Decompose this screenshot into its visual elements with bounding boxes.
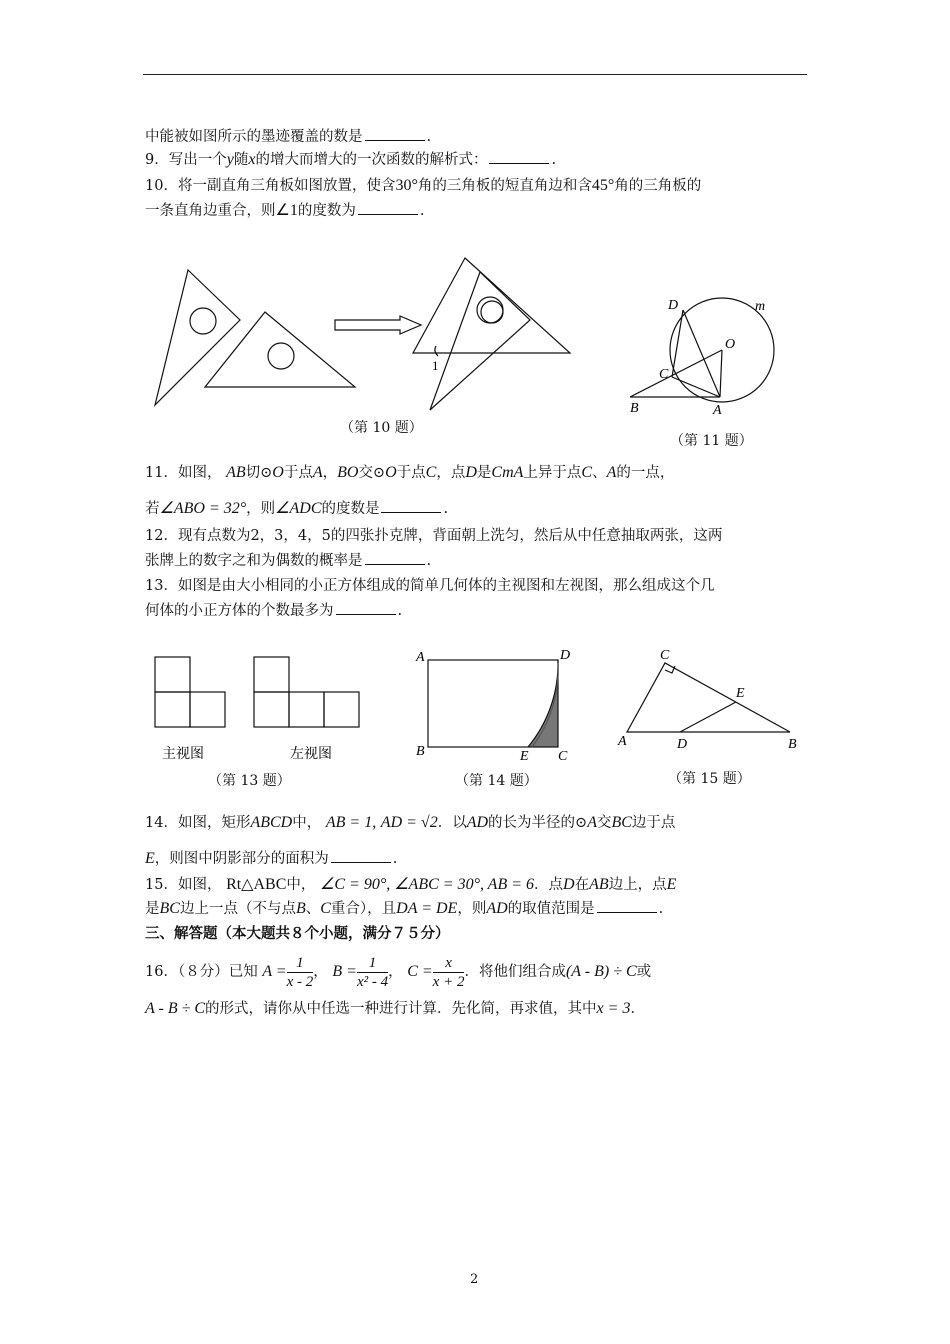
- var-A: A: [312, 464, 323, 481]
- fig11-caption: （第 11 题）: [670, 433, 753, 449]
- label-m: m: [755, 299, 766, 314]
- label-A: A: [713, 403, 722, 418]
- q12-text: 张牌上的数字之和为偶数的概率是: [145, 553, 363, 569]
- label-E: E: [736, 686, 745, 701]
- var-AB: AB: [589, 876, 609, 893]
- label-D: D: [677, 737, 688, 752]
- q15-line-2: 是BC边上一点（不与点B、C重合），且DA = DE，则AD的取值范围是 .: [145, 900, 664, 917]
- q14-text: 14．如图，矩形: [145, 815, 251, 831]
- answer-blank: [597, 900, 657, 913]
- answer-blank: [331, 850, 391, 863]
- expr-2: A - B ÷ C: [145, 1000, 206, 1017]
- q10-text: 一条直角边重合，则: [145, 203, 276, 219]
- fig14-caption: （第 14 题）: [455, 773, 538, 789]
- q9-text: 的增大而增大的一次函数的解析式：: [255, 152, 488, 168]
- triangle-ABC: Rt△ABC: [226, 876, 287, 893]
- fraction-A: [287, 954, 314, 991]
- arc-CmA: CmA: [491, 464, 524, 481]
- triangle-45-right: [413, 258, 570, 353]
- var-D: D: [563, 876, 575, 893]
- label-B: B: [416, 744, 425, 759]
- q15-text: ．点: [534, 877, 564, 893]
- fraction-B: [357, 954, 388, 991]
- q15-text: 中，: [286, 877, 316, 893]
- answer-blank: [381, 500, 441, 513]
- var-E: E: [145, 850, 155, 867]
- hole-circle: [268, 343, 294, 369]
- q10-text: 10．将一副直角三角板如图放置，使含: [145, 178, 396, 194]
- var-C: C: [320, 900, 331, 917]
- front-view-label: 主视图: [162, 747, 204, 762]
- label-A: A: [416, 650, 425, 665]
- q11-text: 切⊙: [245, 465, 273, 481]
- q11-text: 于点: [396, 465, 426, 481]
- triangle-30-left: [155, 270, 240, 405]
- q9-text: 9．写出一个: [145, 152, 227, 168]
- q16-text: 16．（８分）已知: [145, 964, 258, 980]
- var-O: O: [272, 464, 284, 481]
- denominator: x + 2: [432, 973, 465, 990]
- fig15-caption: （第 15 题）: [668, 771, 751, 787]
- var-A-eq: A =: [262, 963, 287, 980]
- label-B: B: [630, 401, 639, 416]
- eq-AB: AB = 1,: [325, 814, 377, 831]
- var-AD: AD: [486, 900, 508, 917]
- q10-text: 角的三角板的: [614, 178, 702, 194]
- q11-text: 若: [145, 501, 160, 517]
- answer-blank: [489, 151, 549, 164]
- left-view-label: 左视图: [290, 747, 332, 762]
- expr-1: (A - B) ÷ C: [565, 963, 637, 980]
- deg-30: 30°: [395, 177, 418, 194]
- triangle-30-right: [430, 272, 530, 410]
- hole-circle: [190, 308, 216, 334]
- var-A: A: [606, 464, 617, 481]
- q14-text: 交: [596, 815, 612, 831]
- q15-text: 、: [305, 901, 321, 917]
- q11-text: 的一点，: [616, 465, 675, 481]
- q15-text: 边上一点（不与点: [179, 901, 296, 917]
- q11-text: 上异于点: [523, 465, 582, 481]
- q14-text: ，则图中阴影部分的面积为: [154, 851, 329, 867]
- fig13-caption: （第 13 题）: [208, 773, 291, 789]
- label-E: E: [520, 749, 529, 764]
- numerator: 1: [287, 954, 314, 973]
- q11-text: 的度数是: [321, 501, 380, 517]
- var-AD: AD: [466, 814, 489, 831]
- label-B: B: [788, 737, 797, 752]
- arrow-shape: [335, 316, 421, 334]
- q11-text: ，则: [246, 501, 276, 517]
- header-rule: [143, 74, 807, 75]
- fraction-C: [433, 954, 465, 991]
- var-E: E: [666, 876, 677, 893]
- label-D: D: [560, 648, 571, 663]
- var-ABCD: ABCD: [250, 814, 293, 831]
- q15-text: 边上，点: [608, 877, 667, 893]
- var-O: O: [385, 464, 397, 481]
- var-y: y: [226, 151, 234, 168]
- var-BO: BO: [337, 464, 359, 481]
- answer-blank: [365, 128, 425, 141]
- q15-text: 的取值范围是: [507, 901, 595, 917]
- q12-line-2: 张牌上的数字之和为偶数的概率是 .: [145, 553, 432, 569]
- figure-13: [150, 650, 370, 770]
- numerator: x: [433, 954, 465, 973]
- q15-text: 15．如图，: [145, 877, 222, 893]
- triangle-45-left: [205, 312, 355, 387]
- angle-ABO: ∠ABO = 32°: [159, 500, 247, 517]
- q8-text: 中能被如图所示的墨迹覆盖的数是: [145, 129, 363, 145]
- angle-1: ∠1: [275, 202, 298, 219]
- denominator: x² - 4: [356, 973, 389, 990]
- label-D: D: [668, 298, 679, 313]
- front-view: [155, 657, 190, 692]
- section-heading: 三、解答题（本大题共８个小题，满分７５分）: [145, 925, 450, 942]
- var-D: D: [465, 464, 477, 481]
- q13-text: 何体的小正方体的个数最多为: [145, 603, 334, 619]
- q11-text: 于点: [283, 465, 313, 481]
- q11-text: 11．如图，: [145, 465, 222, 481]
- var-AB: AB: [226, 464, 246, 481]
- q11-text: 、: [592, 465, 607, 481]
- figure-15: [615, 645, 805, 755]
- var-BC: BC: [611, 814, 632, 831]
- q11-text: 交⊙: [358, 465, 386, 481]
- var-C-eq: C =: [407, 963, 433, 980]
- q13-line-1: 13．如图是由大小相同的小正方体组成的简单几何体的主视图和左视图，那么组成这个几: [145, 578, 715, 594]
- var-B: B: [295, 900, 306, 917]
- var-x: x: [248, 151, 256, 168]
- denominator: x - 2: [286, 973, 314, 990]
- label-1: 1: [432, 358, 439, 373]
- q9-line: 9．写出一个y随x的增大而增大的一次函数的解析式： .: [145, 151, 557, 168]
- label-C: C: [660, 648, 670, 663]
- q14-text: ．以: [437, 815, 467, 831]
- q9-text: 随: [233, 152, 249, 168]
- answer-blank: [365, 552, 425, 565]
- q11-line-2: 若∠ABO = 32°，则∠ADC的度数是 .: [145, 500, 449, 517]
- q8-line: 中能被如图所示的墨迹覆盖的数是 .: [145, 129, 432, 145]
- var-B-eq: B =: [332, 963, 357, 980]
- triangle-ABC: [627, 663, 790, 732]
- eq-x: x = 3: [596, 1000, 631, 1017]
- q10-text: 的度数为: [297, 203, 356, 219]
- q14-line-2: E，则图中阴影部分的面积为 .: [145, 850, 398, 867]
- q11-line-1: [145, 463, 674, 483]
- eq-AD: AD = √2: [380, 814, 438, 831]
- q11-text: ，: [322, 465, 338, 481]
- var-A: A: [587, 814, 597, 831]
- answer-blank: [358, 202, 418, 215]
- q14-text: 中，: [292, 815, 322, 831]
- label-C: C: [558, 749, 568, 764]
- q16-text: ．: [630, 1001, 645, 1017]
- q15-text: ，则: [457, 901, 487, 917]
- q15-text: 重合），且: [330, 901, 397, 917]
- figure-14: [410, 645, 580, 770]
- fig10-caption: （第 10 题）: [340, 420, 423, 436]
- angle-ADC: ∠ADC: [275, 500, 322, 517]
- q10-line-2: 一条直角边重合，则∠1的度数为 .: [145, 202, 425, 219]
- q15-text: 是: [145, 901, 160, 917]
- page-number: 2: [470, 1272, 479, 1287]
- conditions: ∠C = 90°, ∠ABC = 30°, AB = 6: [320, 876, 535, 893]
- q16-line-1: 16．（８分）已知 A = $\frac{1}{x - 2}$ ， B = $\frac{1}{\text{x² - 4}}$ ， C = $\frac{x}{x + 2}$ ．将他们组合成(A - B) ÷ C或: [145, 954, 652, 990]
- q14-line-1: [145, 813, 675, 833]
- q16-line-2: [145, 999, 645, 1019]
- q15-text: 在: [574, 877, 590, 893]
- figure-10: [145, 250, 585, 415]
- q10-text: 角的三角板的短直角边和含: [417, 178, 592, 194]
- q16-text: 的形式，请你从中任选一种进行计算．先化简，再求值，其中: [205, 1001, 597, 1017]
- q13-line-2: 何体的小正方体的个数最多为 .: [145, 603, 403, 619]
- q15-line-1: [145, 875, 676, 895]
- label-O: O: [725, 337, 736, 352]
- left-view: [254, 657, 289, 692]
- q14-text: 的长为半径的⊙: [488, 815, 588, 831]
- figure-11: [625, 290, 785, 420]
- label-C: C: [659, 367, 669, 382]
- var-C: C: [581, 464, 593, 481]
- answer-blank: [336, 602, 396, 615]
- q16-text: ．将他们组合成: [464, 964, 566, 980]
- q16-text: 或: [636, 964, 652, 980]
- var-C: C: [425, 464, 437, 481]
- var-BC: BC: [159, 900, 180, 917]
- q11-text: ，点: [436, 465, 466, 481]
- q11-text: 是: [476, 465, 492, 481]
- q12-line-1: 12．现有点数为2，3，4，5的四张扑克牌，背面朝上洗匀，然后从中任意抽取两张，这两: [145, 528, 723, 544]
- q14-text: 边于点: [631, 815, 676, 831]
- eq-DA-DE: DA = DE: [396, 900, 458, 917]
- label-A: A: [618, 734, 627, 749]
- deg-45: 45°: [591, 177, 615, 194]
- q10-line-1: [145, 176, 701, 196]
- numerator: 1: [357, 954, 388, 973]
